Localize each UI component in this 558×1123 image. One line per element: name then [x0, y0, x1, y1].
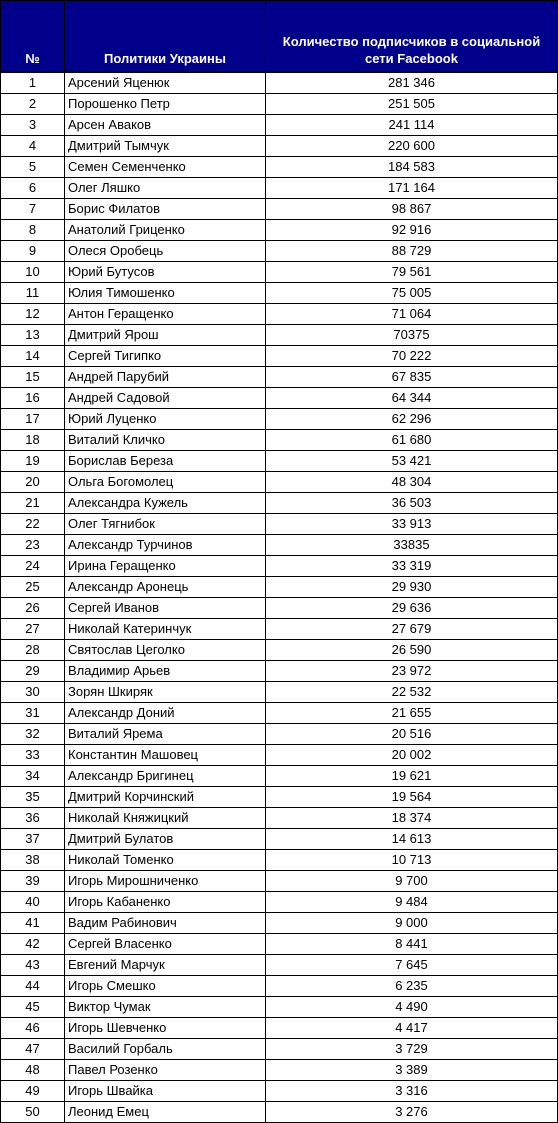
table-row: [1, 514, 558, 535]
table-row: [1, 94, 558, 115]
politician-name: Николай Катеринчук: [65, 619, 266, 640]
subscriber-count: 184 583: [266, 157, 558, 178]
row-number: 16: [1, 388, 65, 409]
table-row: [1, 682, 558, 703]
row-number: 20: [1, 472, 65, 493]
subscriber-count: 26 590: [266, 640, 558, 661]
politician-name: Александр Аронець: [65, 577, 266, 598]
subscriber-count: 29 636: [266, 598, 558, 619]
row-number: 43: [1, 955, 65, 976]
table-row: [1, 409, 558, 430]
politician-name: Виталий Кличко: [65, 430, 266, 451]
politician-name: Борис Филатов: [65, 199, 266, 220]
subscriber-count: 21 655: [266, 703, 558, 724]
subscriber-count: 62 296: [266, 409, 558, 430]
table-row: [1, 388, 558, 409]
politician-name: Юрий Бутусов: [65, 262, 266, 283]
table-row: [1, 115, 558, 136]
subscriber-count: 10 713: [266, 850, 558, 871]
table-row: [1, 535, 558, 556]
table-row: [1, 703, 558, 724]
row-number: 32: [1, 724, 65, 745]
table-row: [1, 325, 558, 346]
politician-name: Борислав Береза: [65, 451, 266, 472]
row-number: 24: [1, 556, 65, 577]
subscriber-count: 9 700: [266, 871, 558, 892]
row-number: 23: [1, 535, 65, 556]
header-subscriber-count: Количество подписчиков в социальной сети Facebook: [266, 1, 558, 73]
row-number: 49: [1, 1081, 65, 1102]
row-number: 11: [1, 283, 65, 304]
row-number: 41: [1, 913, 65, 934]
table-row: [1, 72, 558, 94]
subscriber-count: 9 000: [266, 913, 558, 934]
politician-name: Дмитрий Тымчук: [65, 136, 266, 157]
table-row: [1, 451, 558, 472]
table-row: [1, 304, 558, 325]
table-row: [1, 220, 558, 241]
table-row: [1, 577, 558, 598]
table-row: [1, 892, 558, 913]
subscriber-count: 3 389: [266, 1060, 558, 1081]
politician-name: Анатолий Гриценко: [65, 220, 266, 241]
politician-name: Виктор Чумак: [65, 997, 266, 1018]
row-number: 21: [1, 493, 65, 514]
row-number: 25: [1, 577, 65, 598]
table-row: [1, 1018, 558, 1039]
politician-name: Ольга Богомолец: [65, 472, 266, 493]
subscriber-count: 3 316: [266, 1081, 558, 1102]
subscriber-count: 281 346: [266, 72, 558, 94]
row-number: 44: [1, 976, 65, 997]
politician-name: Александр Бригинец: [65, 766, 266, 787]
subscriber-count: 220 600: [266, 136, 558, 157]
politician-name: Александр Турчинов: [65, 535, 266, 556]
row-number: 45: [1, 997, 65, 1018]
row-number: 13: [1, 325, 65, 346]
row-number: 36: [1, 808, 65, 829]
header-row: [1, 1, 558, 73]
subscriber-count: 3 276: [266, 1102, 558, 1123]
row-number: 22: [1, 514, 65, 535]
row-number: 34: [1, 766, 65, 787]
row-number: 26: [1, 598, 65, 619]
politician-name: Николай Княжицкий: [65, 808, 266, 829]
row-number: 5: [1, 157, 65, 178]
table-row: [1, 346, 558, 367]
table-row: [1, 262, 558, 283]
table-row: [1, 619, 558, 640]
table-row: [1, 661, 558, 682]
politician-name: Евгений Марчук: [65, 955, 266, 976]
subscriber-count: 3 729: [266, 1039, 558, 1060]
politician-name: Антон Геращенко: [65, 304, 266, 325]
politician-name: Порошенко Петр: [65, 94, 266, 115]
table-row: [1, 283, 558, 304]
table-row: [1, 241, 558, 262]
table-row: [1, 430, 558, 451]
row-number: 29: [1, 661, 65, 682]
subscriber-count: 19 564: [266, 787, 558, 808]
table-row: [1, 913, 558, 934]
subscriber-count: 22 532: [266, 682, 558, 703]
table-row: [1, 766, 558, 787]
table-row: [1, 1060, 558, 1081]
politician-name: Сергей Тигипко: [65, 346, 266, 367]
row-number: 30: [1, 682, 65, 703]
table-row: [1, 1081, 558, 1102]
subscriber-count: 7 645: [266, 955, 558, 976]
table-row: [1, 367, 558, 388]
subscriber-count: 33835: [266, 535, 558, 556]
subscriber-count: 9 484: [266, 892, 558, 913]
politician-name: Сергей Власенко: [65, 934, 266, 955]
subscriber-count: 48 304: [266, 472, 558, 493]
table-row: [1, 997, 558, 1018]
politician-name: Олег Тягнибок: [65, 514, 266, 535]
table-row: [1, 157, 558, 178]
subscriber-count: 4 417: [266, 1018, 558, 1039]
subscriber-count: 92 916: [266, 220, 558, 241]
politician-name: Юрий Луценко: [65, 409, 266, 430]
politician-name: Ирина Геращенко: [65, 556, 266, 577]
politician-name: Николай Томенко: [65, 850, 266, 871]
table-row: [1, 598, 558, 619]
table-row: [1, 934, 558, 955]
table-row: [1, 787, 558, 808]
politician-name: Арсен Аваков: [65, 115, 266, 136]
politician-name: Игорь Шевченко: [65, 1018, 266, 1039]
subscriber-count: 4 490: [266, 997, 558, 1018]
subscriber-count: 79 561: [266, 262, 558, 283]
row-number: 7: [1, 199, 65, 220]
row-number: 3: [1, 115, 65, 136]
politician-name: Дмитрий Корчинский: [65, 787, 266, 808]
row-number: 15: [1, 367, 65, 388]
row-number: 1: [1, 72, 65, 94]
table-row: [1, 556, 558, 577]
politician-name: Александра Кужель: [65, 493, 266, 514]
row-number: 46: [1, 1018, 65, 1039]
politician-name: Константин Машовец: [65, 745, 266, 766]
row-number: 39: [1, 871, 65, 892]
politician-name: Павел Розенко: [65, 1060, 266, 1081]
politician-name: Дмитрий Булатов: [65, 829, 266, 850]
row-number: 19: [1, 451, 65, 472]
table-row: [1, 136, 558, 157]
row-number: 42: [1, 934, 65, 955]
subscriber-count: 171 164: [266, 178, 558, 199]
row-number: 40: [1, 892, 65, 913]
subscriber-count: 241 114: [266, 115, 558, 136]
table-row: [1, 1102, 558, 1123]
subscriber-count: 98 867: [266, 199, 558, 220]
politician-name: Святослав Цеголко: [65, 640, 266, 661]
row-number: 6: [1, 178, 65, 199]
politician-name: Андрей Садовой: [65, 388, 266, 409]
row-number: 33: [1, 745, 65, 766]
politician-name: Дмитрий Ярош: [65, 325, 266, 346]
politician-name: Виталий Ярема: [65, 724, 266, 745]
politician-name: Василий Горбаль: [65, 1039, 266, 1060]
row-number: 38: [1, 850, 65, 871]
politician-name: Юлия Тимошенко: [65, 283, 266, 304]
table-row: [1, 745, 558, 766]
table-row: [1, 724, 558, 745]
subscriber-count: 27 679: [266, 619, 558, 640]
table-body: [1, 72, 558, 1123]
row-number: 48: [1, 1060, 65, 1081]
politician-name: Андрей Парубий: [65, 367, 266, 388]
row-number: 2: [1, 94, 65, 115]
subscriber-count: 6 235: [266, 976, 558, 997]
subscriber-count: 67 835: [266, 367, 558, 388]
subscriber-count: 23 972: [266, 661, 558, 682]
row-number: 50: [1, 1102, 65, 1123]
politician-name: Семен Семенченко: [65, 157, 266, 178]
politician-name: Олег Ляшко: [65, 178, 266, 199]
row-number: 35: [1, 787, 65, 808]
row-number: 8: [1, 220, 65, 241]
header-politician-name: Политики Украины: [65, 1, 266, 73]
subscriber-count: 88 729: [266, 241, 558, 262]
politician-name: Владимир Арьев: [65, 661, 266, 682]
row-number: 4: [1, 136, 65, 157]
subscriber-count: 61 680: [266, 430, 558, 451]
subscriber-count: 33 913: [266, 514, 558, 535]
subscriber-count: 64 344: [266, 388, 558, 409]
header-number: №: [1, 1, 65, 73]
subscriber-count: 29 930: [266, 577, 558, 598]
table-row: [1, 955, 558, 976]
row-number: 17: [1, 409, 65, 430]
subscriber-count: 19 621: [266, 766, 558, 787]
subscriber-count: 18 374: [266, 808, 558, 829]
row-number: 27: [1, 619, 65, 640]
table-row: [1, 640, 558, 661]
subscriber-count: 36 503: [266, 493, 558, 514]
politician-name: Леонид Емец: [65, 1102, 266, 1123]
politician-name: Игорь Швайка: [65, 1081, 266, 1102]
row-number: 14: [1, 346, 65, 367]
row-number: 37: [1, 829, 65, 850]
table-row: [1, 850, 558, 871]
politician-name: Арсений Яценюк: [65, 72, 266, 94]
subscriber-count: 70375: [266, 325, 558, 346]
row-number: 9: [1, 241, 65, 262]
subscriber-count: 20 002: [266, 745, 558, 766]
row-number: 31: [1, 703, 65, 724]
politician-name: Олеся Оробець: [65, 241, 266, 262]
table-row: [1, 871, 558, 892]
subscriber-count: 71 064: [266, 304, 558, 325]
politician-name: Зорян Шкиряк: [65, 682, 266, 703]
politician-name: Игорь Смешко: [65, 976, 266, 997]
subscriber-count: 251 505: [266, 94, 558, 115]
politician-name: Игорь Кабаненко: [65, 892, 266, 913]
subscriber-count: 75 005: [266, 283, 558, 304]
row-number: 47: [1, 1039, 65, 1060]
subscriber-count: 70 222: [266, 346, 558, 367]
politician-name: Александр Доний: [65, 703, 266, 724]
table-row: [1, 829, 558, 850]
table-row: [1, 178, 558, 199]
politician-name: Игорь Мирошниченко: [65, 871, 266, 892]
table-row: [1, 1039, 558, 1060]
subscriber-count: 53 421: [266, 451, 558, 472]
table-row: [1, 199, 558, 220]
table-row: [1, 493, 558, 514]
row-number: 10: [1, 262, 65, 283]
table-row: [1, 472, 558, 493]
subscriber-count: 8 441: [266, 934, 558, 955]
row-number: 12: [1, 304, 65, 325]
politician-name: Вадим Рабинович: [65, 913, 266, 934]
subscriber-count: 20 516: [266, 724, 558, 745]
row-number: 28: [1, 640, 65, 661]
table-row: [1, 976, 558, 997]
table-row: [1, 808, 558, 829]
subscriber-count: 33 319: [266, 556, 558, 577]
politician-name: Сергей Иванов: [65, 598, 266, 619]
row-number: 18: [1, 430, 65, 451]
subscriber-count: 14 613: [266, 829, 558, 850]
